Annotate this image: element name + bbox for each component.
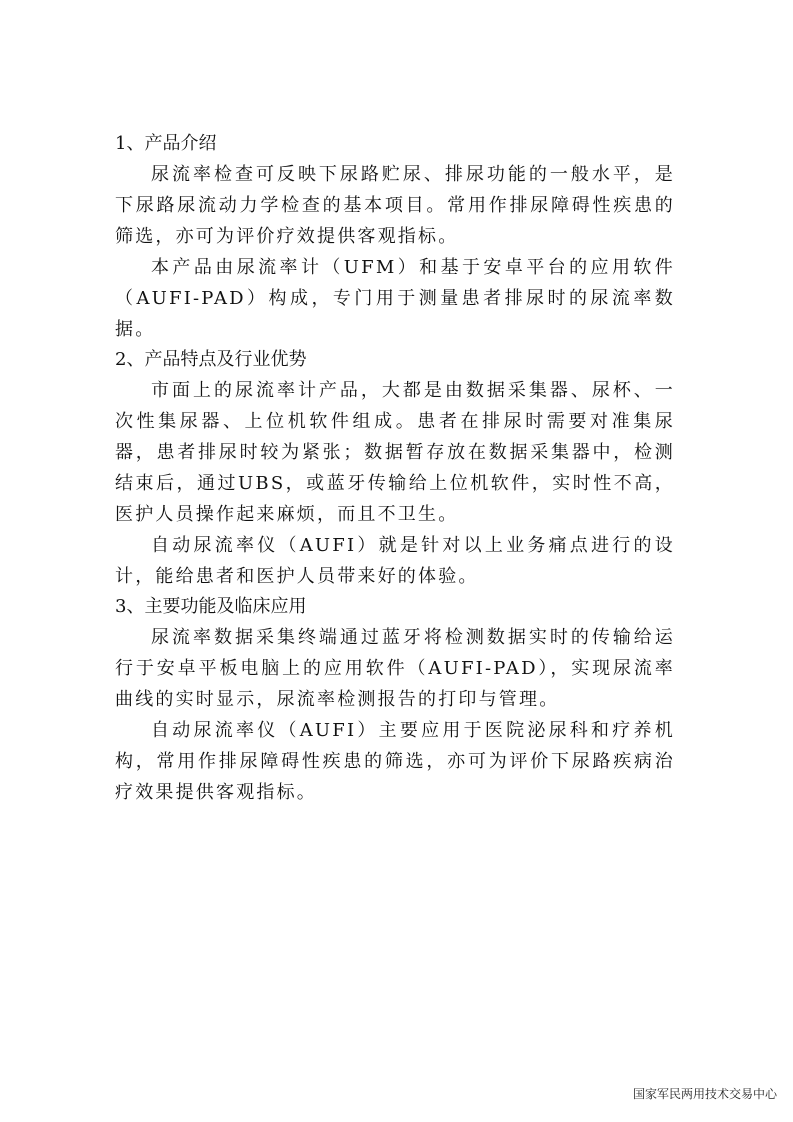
section-heading: 2、产品特点及行业优势 xyxy=(115,349,307,370)
section-heading: 1、产品介绍 xyxy=(115,133,217,154)
section-heading: 3、主要功能及临床应用 xyxy=(115,596,307,617)
section-functions-applications xyxy=(115,592,675,808)
footer-organization: 国家军民两用技术交易中心 xyxy=(632,1087,777,1101)
section-features-advantages xyxy=(115,345,675,592)
paragraph: 市面上的尿流率计产品，大都是由数据采集器、尿杯、一次性集尿器、上位机软件组成。患者在排尿时需要对准集尿器，患者排尿时较为紧张；数据暂存放在数据采集器中，检测结束后，通过UBS，或蓝牙传输给上位机软件，实时性不高，医护人员操作起来麻烦，而且不卫生。 xyxy=(115,380,675,525)
paragraph: 自动尿流率仪（AUFI）就是针对以上业务痛点进行的设计，能给患者和医护人员带来好的体验。 xyxy=(115,535,675,587)
paragraph: 尿流率检查可反映下尿路贮尿、排尿功能的一般水平，是下尿路尿流动力学检查的基本项目。常用作排尿障碍性疾患的筛选，亦可为评价疗效提供客观指标。 xyxy=(115,164,675,247)
paragraph: 自动尿流率仪（AUFI）主要应用于医院泌尿科和疗养机构，常用作排尿障碍性疾患的筛选，亦可为评价下尿路疾病治疗效果提供客观指标。 xyxy=(115,720,675,803)
document-body xyxy=(115,129,675,808)
section-product-intro xyxy=(115,129,675,345)
paragraph: 尿流率数据采集终端通过蓝牙将检测数据实时的传输给运行于安卓平板电脑上的应用软件（AUFI-PAD），实现尿流率曲线的实时显示，尿流率检测报告的打印与管理。 xyxy=(115,627,675,710)
paragraph: 本产品由尿流率计（UFM）和基于安卓平台的应用软件（AUFI-PAD）构成，专门用于测量患者排尿时的尿流率数据。 xyxy=(115,257,675,340)
